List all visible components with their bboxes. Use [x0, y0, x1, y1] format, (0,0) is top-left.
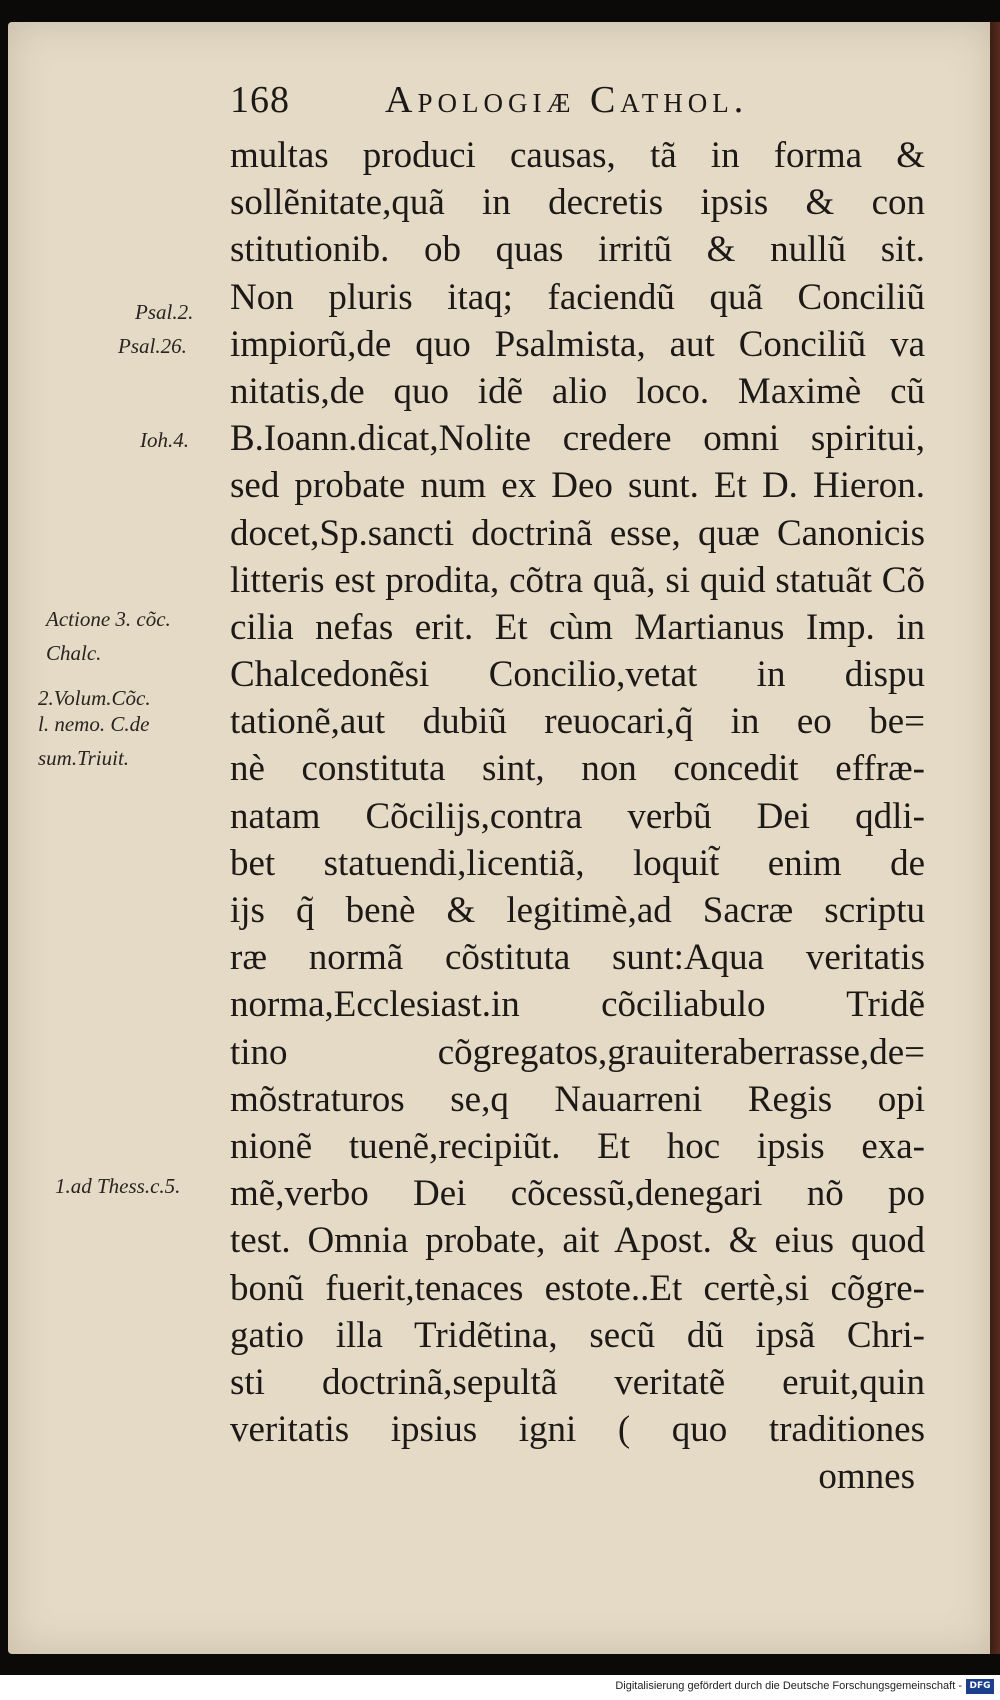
margin-note: 1.ad Thess.c.5.	[55, 1174, 181, 1198]
running-title: Apologiæ Cathol.	[385, 79, 749, 121]
text-line: docet,Sp.sancti doctrinã esse, quæ Canonicis	[230, 512, 925, 554]
dfg-logo: DFG	[966, 1679, 994, 1694]
text-line: litteris est prodita, cõtra quã, si quid statuãt Cõ	[230, 559, 925, 601]
text-line: tino cõgregatos,grauiteraberrasse,de=	[230, 1031, 925, 1073]
text-line: mõstraturos se,q Nauarreni Regis opi	[230, 1078, 925, 1120]
text-line: Non pluris itaq; faciendũ quã Conciliũ	[230, 276, 925, 318]
margin-note: 2.Volum.Cõc.	[38, 686, 151, 710]
catchword: omnes	[818, 1456, 915, 1498]
text-line: bet statuendi,licentiã, loquit̃ enim de	[230, 842, 925, 884]
body-text	[230, 132, 925, 1500]
text-line: gatio illa Tridẽtina, secũ dũ ipsã Chri-	[230, 1314, 925, 1356]
text-line: multas produci causas, tã in forma &	[230, 135, 925, 176]
margin-note: Chalc.	[46, 641, 102, 665]
text-line: impiorũ,de quo Psalmista, aut Conciliũ va	[230, 323, 925, 365]
footer-credit: Digitalisierung gefördert durch die Deutsche Forschungsgemeinschaft -	[615, 1680, 962, 1692]
text-line: bonũ fuerit,tenaces estote..Et certè,si cõgre-	[230, 1267, 925, 1309]
text-line: ræ normã cõstituta sunt:Aqua veritatis	[230, 937, 925, 979]
text-line: test. Omnia probate, ait Apost. & eius quod	[230, 1220, 925, 1262]
text-line: natam Cõcilijs,contra verbũ Dei qdli-	[230, 795, 925, 837]
book-binding-edge	[990, 22, 1000, 1654]
text-line: veritatis ipsius igni ( quo traditiones	[230, 1409, 925, 1451]
text-line: cilia nefas erit. Et cùm Martianus Imp. in	[230, 606, 925, 648]
text-line: stitutionib. ob quas irritũ & nullũ sit.	[230, 229, 925, 271]
margin-note: sum.Triuit.	[38, 746, 130, 770]
page-number: 168	[230, 79, 290, 121]
text-line: sed probate num ex Deo sunt. Et D. Hieron.	[230, 465, 925, 507]
margin-note: l. nemo. C.de	[38, 712, 150, 736]
margin-note: Psal.2.	[135, 300, 194, 324]
page-header	[230, 78, 930, 128]
margin-note: Ioh.4.	[140, 428, 189, 452]
text-line: norma,Ecclesiast.in cõciliabulo Tridẽ	[230, 984, 925, 1026]
margin-note: Psal.26.	[118, 334, 187, 358]
text-line: nionẽ tuenẽ,recipiũt. Et hoc ipsis exa-	[230, 1125, 925, 1167]
text-line: mẽ,verbo Dei cõcessũ,denegari nõ po	[230, 1173, 925, 1215]
text-line: sti doctrinã,sepultã veritatẽ eruit,quin	[230, 1361, 925, 1403]
text-line: sollẽnitate,quã in decretis ipsis & con	[230, 182, 925, 224]
text-line: ijs q̃ benè & legitimè,ad Sacræ scriptu	[230, 890, 925, 931]
margin-note: Actione 3. cõc.	[46, 607, 171, 631]
text-line: Chalcedonẽsi Concilio,vetat in dispu	[230, 654, 925, 696]
digitization-footer	[0, 1675, 1000, 1700]
text-line: tationẽ,aut dubiũ reuocari,q̃ in eo be=	[230, 701, 925, 743]
text-line: nitatis,de quo idẽ alio loco. Maximè cũ	[230, 370, 925, 412]
text-line: B.Ioann.dicat,Nolite credere omni spiritui,	[230, 418, 925, 460]
text-line: nè constituta sint, non concedit effræ-	[230, 748, 925, 790]
